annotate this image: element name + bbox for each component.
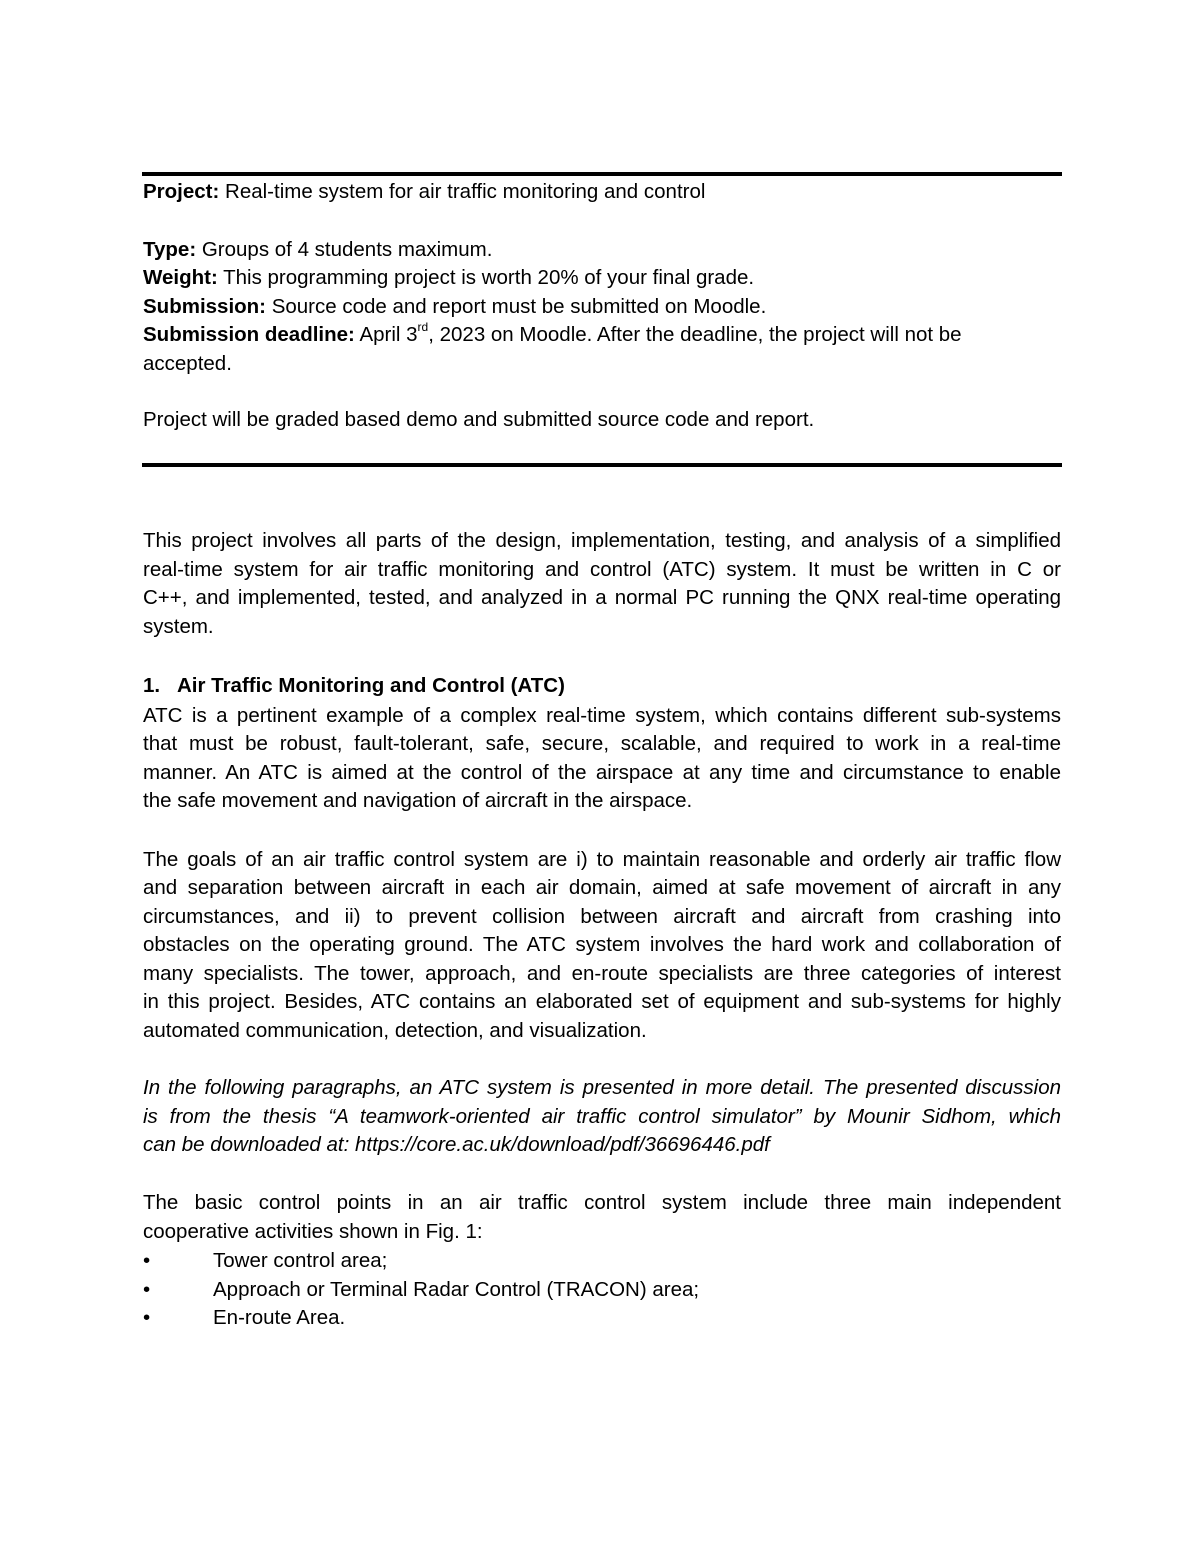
para2-line-7: automated communication, detection, and visualization. bbox=[143, 1019, 647, 1042]
intro-line-2: real-time system for air traffic monitoring and control (ATC) system. It must be written in C or bbox=[143, 558, 1061, 581]
para2-line-3: circumstances, and ii) to prevent collision between aircraft and aircraft from crashing into bbox=[143, 905, 1061, 928]
para2-line-4: obstacles on the operating ground. The ATC system involves the hard work and collaboration of bbox=[143, 933, 1061, 956]
para3-line-3: can be downloaded at: https://core.ac.uk/download/pdf/36696446.pdf bbox=[143, 1133, 770, 1156]
top-rule bbox=[142, 172, 1062, 176]
weight-label: Weight: bbox=[143, 266, 218, 289]
graded-note: Project will be graded based demo and submitted source code and report. bbox=[143, 408, 815, 431]
deadline-sup: rd bbox=[417, 320, 429, 335]
para3-line-1: In the following paragraphs, an ATC system is presented in more detail. The presented discussion bbox=[143, 1076, 1061, 1099]
type-label: Type: bbox=[143, 238, 197, 261]
intro-line-1: This project involves all parts of the design, implementation, testing, and analysis of a simplified bbox=[143, 529, 1061, 552]
para2-line-2: and separation between aircraft in each air domain, aimed at safe movement of aircraft in any bbox=[143, 876, 1061, 899]
para1-line-3: manner. An ATC is aimed at the control of the airspace at any time and circumstance to enable bbox=[143, 761, 1061, 784]
project-label: Project: bbox=[143, 180, 220, 203]
para2-line-5: many specialists. The tower, approach, and en-route specialists are three categories of interest bbox=[143, 962, 1061, 985]
project-line bbox=[143, 178, 1061, 206]
para1-line-4: the safe movement and navigation of aircraft in the airspace. bbox=[143, 789, 693, 812]
para2-line-1: The goals of an air traffic control system are i) to maintain reasonable and orderly air traffic flow bbox=[143, 848, 1061, 871]
bullet-marker-1: • bbox=[143, 1249, 151, 1272]
project-value: Real-time system for air traffic monitoring and control bbox=[219, 180, 706, 203]
bullet-item-2: Approach or Terminal Radar Control (TRACON) area; bbox=[213, 1278, 700, 1301]
para1-line-1: ATC is a pertinent example of a complex real-time system, which contains different sub-systems bbox=[143, 704, 1061, 727]
deadline-label: Submission deadline: bbox=[143, 323, 355, 346]
submission-label: Submission: bbox=[143, 295, 267, 318]
deadline-line-cont: accepted. bbox=[143, 352, 232, 375]
para1-line-2: that must be robust, fault-tolerant, safe, secure, scalable, and required to work in a real-time bbox=[143, 732, 1061, 755]
bullet-marker-2: • bbox=[143, 1278, 151, 1301]
bullet-item-3: En-route Area. bbox=[213, 1306, 346, 1329]
para2-line-6: in this project. Besides, ATC contains an elaborated set of equipment and sub-systems for highly bbox=[143, 990, 1061, 1013]
intro-line-3: C++, and implemented, tested, and analyzed in a normal PC running the QNX real-time operating bbox=[143, 586, 1061, 609]
bottom-rule bbox=[142, 463, 1062, 467]
para4-line-2: cooperative activities shown in Fig. 1: bbox=[143, 1220, 483, 1243]
deadline-line bbox=[143, 321, 1061, 349]
deadline-value-post: , 2023 on Moodle. After the deadline, the project will not be bbox=[428, 323, 962, 346]
submission-value: Source code and report must be submitted on Moodle. bbox=[266, 295, 767, 318]
weight-value: This programming project is worth 20% of your final grade. bbox=[217, 266, 755, 289]
type-line bbox=[143, 236, 1061, 264]
section-title: Air Traffic Monitoring and Control (ATC) bbox=[177, 674, 565, 697]
deadline-value-pre: April 3 bbox=[354, 323, 418, 346]
para3-line-2: is from the thesis “A teamwork-oriented air traffic control simulator” by Mounir Sidhom, which bbox=[143, 1105, 1061, 1128]
bullet-marker-3: • bbox=[143, 1306, 151, 1329]
weight-line bbox=[143, 264, 1061, 292]
bullet-item-1: Tower control area; bbox=[213, 1249, 388, 1272]
submission-line bbox=[143, 293, 1061, 321]
intro-line-4: system. bbox=[143, 615, 214, 638]
section-number: 1. bbox=[143, 674, 161, 697]
para4-line-1: The basic control points in an air traffic control system include three main independent bbox=[143, 1191, 1061, 1214]
section-heading bbox=[143, 672, 1061, 700]
type-value: Groups of 4 students maximum. bbox=[196, 238, 493, 261]
